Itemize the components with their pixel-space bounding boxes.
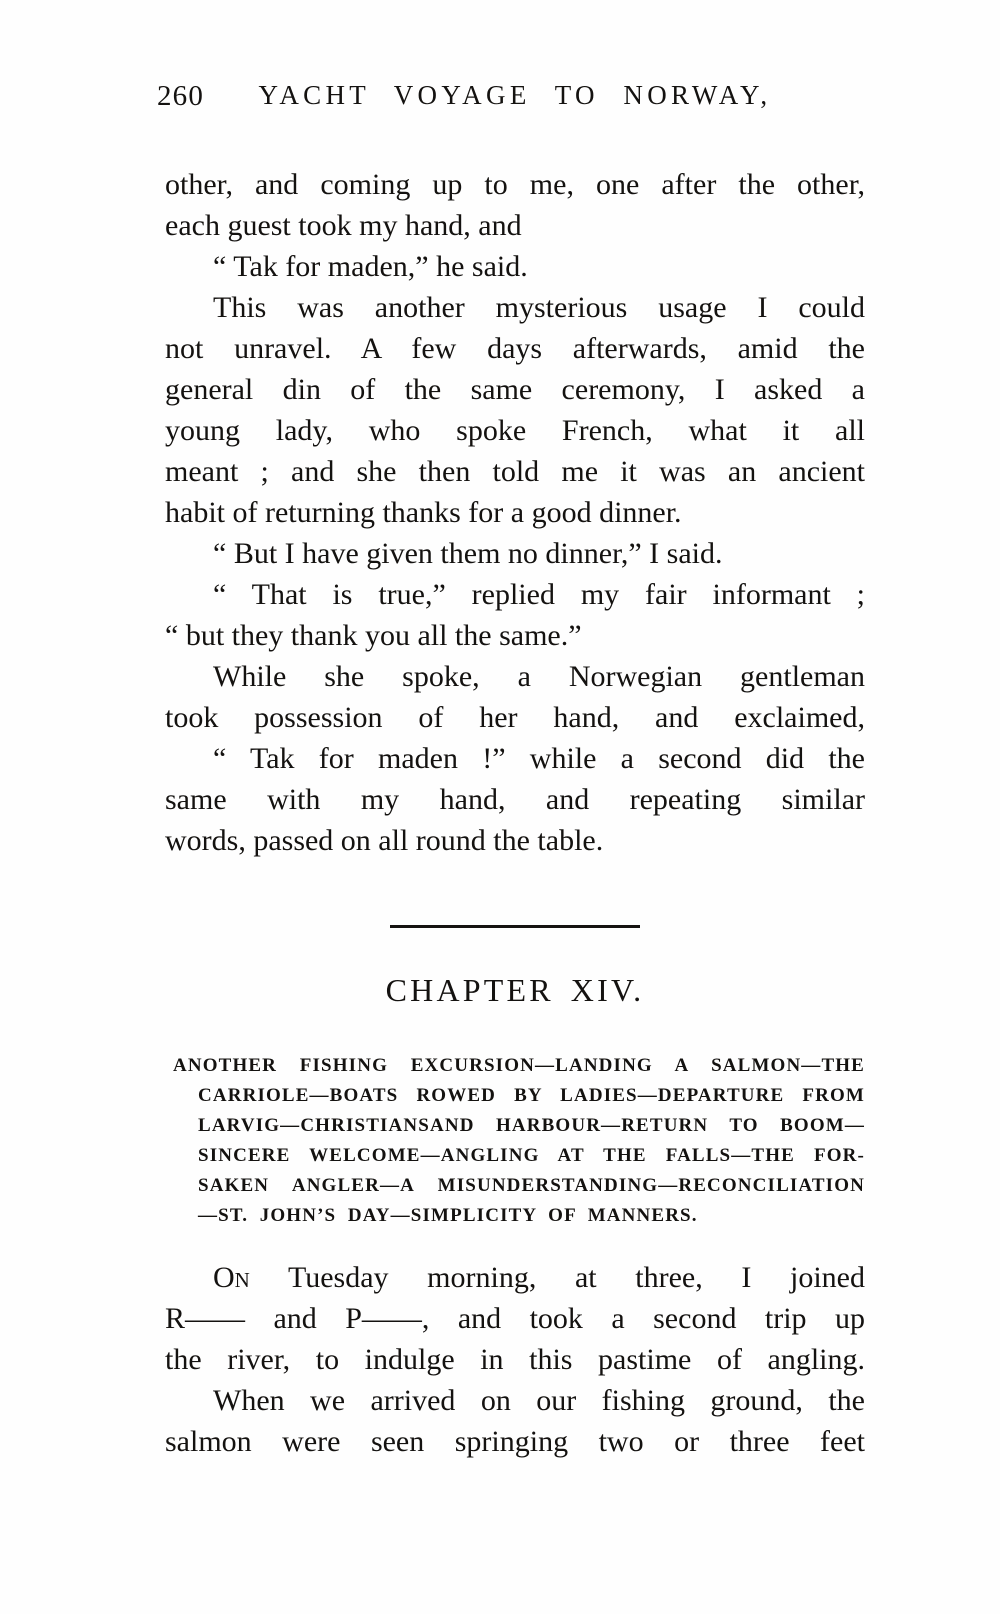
body-line: “ Tak for maden,” he said. xyxy=(213,250,528,283)
chapter-heading: CHAPTER XIV. xyxy=(385,972,645,1008)
paragraph xyxy=(165,1380,865,1462)
body-line: habit of returning thanks for a good dinner. xyxy=(165,496,682,529)
paragraph xyxy=(165,287,865,533)
synopsis-line: SAKEN ANGLER—A MISUNDERSTANDING—RECONCILIATION xyxy=(198,1175,865,1196)
body-line: meant ; and she then told me it was an ancient xyxy=(165,455,865,488)
body-line: “ Tak for maden !” while a second did the xyxy=(213,742,865,775)
paragraph xyxy=(165,656,865,738)
synopsis-line: LARVIG—CHRISTIANSAND HARBOUR—RETURN TO BOOM— xyxy=(198,1115,865,1136)
body-line: words, passed on all round the table. xyxy=(165,824,604,857)
section-divider-rule xyxy=(390,925,640,928)
paragraph xyxy=(165,574,865,656)
synopsis-line: —ST. JOHN’S DAY—SIMPLICITY OF MANNERS. xyxy=(198,1205,698,1226)
page-number: 260 xyxy=(157,80,204,112)
paragraph xyxy=(165,164,865,246)
body-line: salmon were seen springing two or three feet xyxy=(165,1425,865,1458)
body-line: took possession of her hand, and exclaimed, xyxy=(165,701,865,734)
body-line: young lady, who spoke French, what it all xyxy=(165,414,865,447)
synopsis-line: ANOTHER FISHING EXCURSION—LANDING A SALMON—THE xyxy=(173,1055,865,1076)
running-header xyxy=(157,80,865,114)
body-line: each guest took my hand, and xyxy=(165,209,522,242)
body-line: “ but they thank you all the same.” xyxy=(165,619,582,652)
body-line: the river, to indulge in this pastime of angling. xyxy=(165,1343,865,1376)
synopsis-line: SINCERE WELCOME—ANGLING AT THE FALLS—THE FOR- xyxy=(198,1145,865,1166)
chapter-body-text xyxy=(165,1257,865,1462)
body-line: general din of the same ceremony, I asked a xyxy=(165,373,865,406)
body-line: not unravel. A few days afterwards, amid the xyxy=(165,332,865,365)
line-text: Tuesday morning, at three, I joined xyxy=(249,1261,865,1294)
body-line: same with my hand, and repeating similar xyxy=(165,783,865,816)
body-line: “ That is true,” replied my fair informant ; xyxy=(213,578,865,611)
smallcaps-lead: On xyxy=(213,1261,250,1294)
paragraph xyxy=(165,246,865,287)
paragraph xyxy=(165,738,865,861)
body-line: When we arrived on our fishing ground, the xyxy=(213,1384,865,1417)
paragraph xyxy=(165,533,865,574)
body-line: “ But I have given them no dinner,” I said. xyxy=(213,537,723,570)
body-text xyxy=(165,164,865,861)
body-line xyxy=(165,1257,865,1298)
body-line: other, and coming up to me, one after the other, xyxy=(165,168,865,201)
body-line: While she spoke, a Norwegian gentleman xyxy=(213,660,865,693)
running-title: YACHT VOYAGE TO NORWAY, xyxy=(258,80,772,110)
paragraph xyxy=(165,1257,865,1380)
chapter-synopsis xyxy=(165,1051,865,1231)
body-line: This was another mysterious usage I could xyxy=(213,291,865,324)
body-line: R—— and P——, and took a second trip up xyxy=(165,1302,865,1335)
synopsis-line: CARRIOLE—BOATS ROWED BY LADIES—DEPARTURE FROM xyxy=(198,1085,865,1106)
text-column xyxy=(157,0,865,1462)
